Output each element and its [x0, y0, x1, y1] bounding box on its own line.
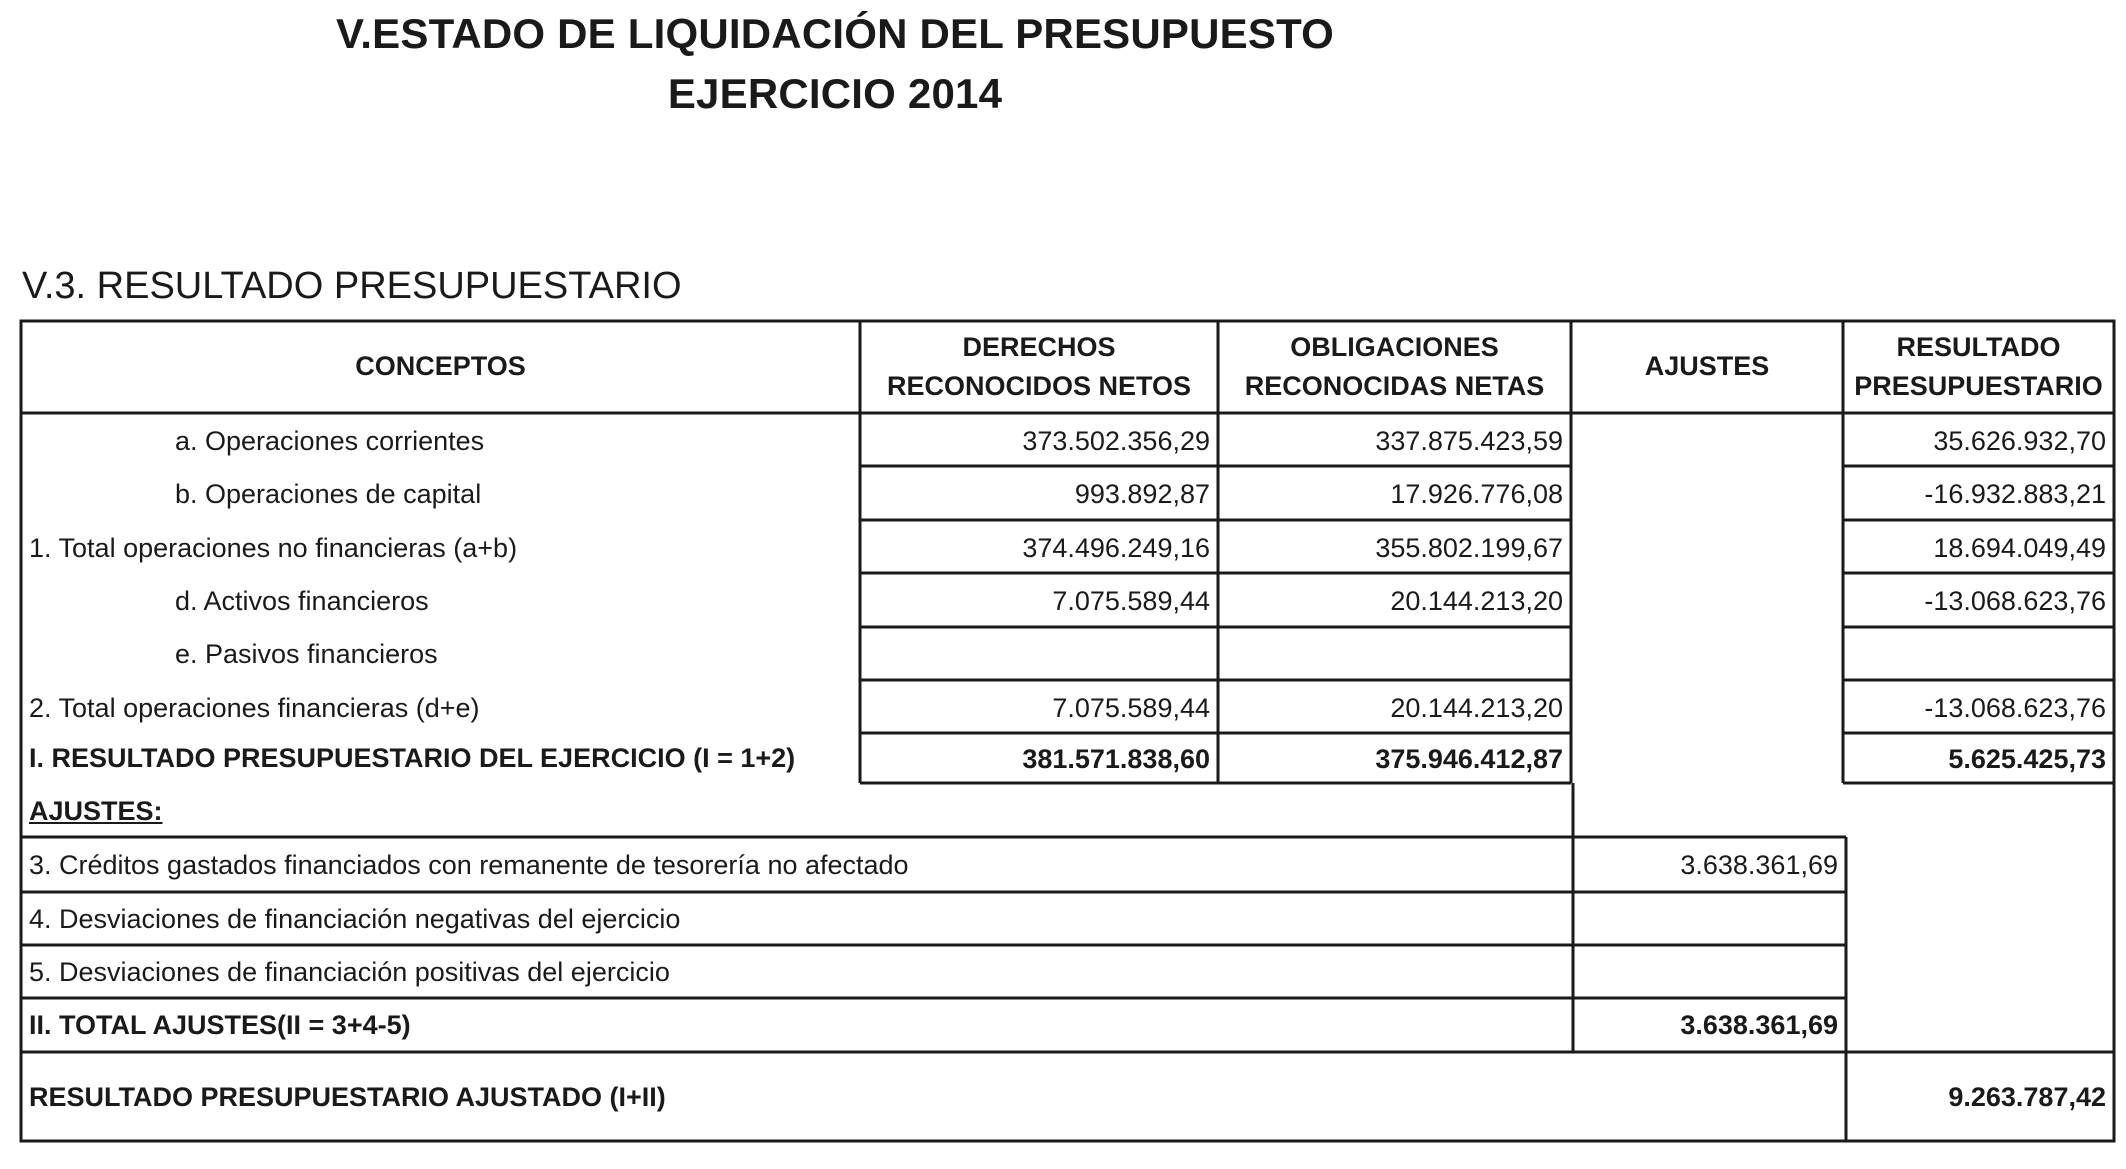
resultado-value: -13.068.623,76 [1924, 693, 2106, 723]
ajustes-label: AJUSTES: [29, 796, 163, 826]
ajustes-value: 3.638.361,69 [1680, 850, 1838, 880]
header-resultado-line2: PRESUPUESTARIO [1854, 371, 2103, 401]
section-title: V.3. RESULTADO PRESUPUESTARIO [22, 265, 682, 307]
obligaciones-value: 20.144.213,20 [1390, 586, 1563, 616]
obligaciones-value: 337.875.423,59 [1375, 426, 1563, 456]
derechos-value: 993.892,87 [1074, 479, 1210, 509]
document-subtitle: EJERCICIO 2014 [667, 70, 1003, 117]
header-derechos-line1: DERECHOS [962, 332, 1116, 362]
header-ajustes: AJUSTES [1644, 351, 1770, 381]
concept-label: II. TOTAL AJUSTES(II = 3+4-5) [29, 1010, 411, 1040]
concept-label: 5. Desviaciones de financiación positivas del ejercicio [29, 957, 670, 987]
concept-label: b. Operaciones de capital [175, 479, 482, 509]
header-derechos-line2: RECONOCIDOS NETOS [886, 371, 1192, 401]
resultado-total: 5.625.425,73 [1948, 744, 2106, 774]
final-concept-label: RESULTADO PRESUPUESTARIO AJUSTADO (I+II) [29, 1082, 666, 1112]
header-conceptos: CONCEPTOS [355, 351, 526, 381]
obligaciones-value: 20.144.213,20 [1390, 693, 1563, 723]
derechos-value: 374.496.249,16 [1022, 533, 1210, 563]
derechos-value: 7.075.589,44 [1052, 586, 1210, 616]
obligaciones-total: 375.946.412,87 [1375, 744, 1563, 774]
concept-label: d. Activos financieros [175, 586, 429, 616]
obligaciones-value: 17.926.776,08 [1390, 479, 1563, 509]
concept-label: a. Operaciones corrientes [175, 426, 485, 456]
concept-label: 2. Total operaciones financieras (d+e) [29, 693, 480, 723]
resultado-value: -13.068.623,76 [1924, 586, 2106, 616]
header-resultado-line1: RESULTADO [1896, 332, 2061, 362]
ajustes-total: 3.638.361,69 [1680, 1010, 1838, 1040]
resultado-value: 18.694.049,49 [1933, 533, 2106, 563]
obligaciones-value: 355.802.199,67 [1375, 533, 1563, 563]
resultado-value: 35.626.932,70 [1933, 426, 2106, 456]
header-obligaciones-line2: RECONOCIDAS NETAS [1244, 371, 1545, 401]
derechos-value: 373.502.356,29 [1022, 426, 1210, 456]
resultado-value: -16.932.883,21 [1924, 479, 2106, 509]
concept-label: 4. Desviaciones de financiación negativas del ejercicio [29, 904, 681, 934]
concept-label: 3. Créditos gastados financiados con remanente de tesorería no afectado [29, 850, 909, 880]
concept-label: e. Pasivos financieros [175, 639, 438, 669]
derechos-value: 7.075.589,44 [1052, 693, 1210, 723]
header-obligaciones-line1: OBLIGACIONES [1290, 332, 1499, 362]
derechos-total: 381.571.838,60 [1022, 744, 1210, 774]
document-title: V.ESTADO DE LIQUIDACIÓN DEL PRESUPUESTO [335, 10, 1335, 57]
final-resultado-value: 9.263.787,42 [1948, 1082, 2106, 1112]
concept-label: 1. Total operaciones no financieras (a+b) [29, 533, 518, 563]
concept-label: I. RESULTADO PRESUPUESTARIO DEL EJERCICIO (I = 1+2) [29, 743, 796, 773]
